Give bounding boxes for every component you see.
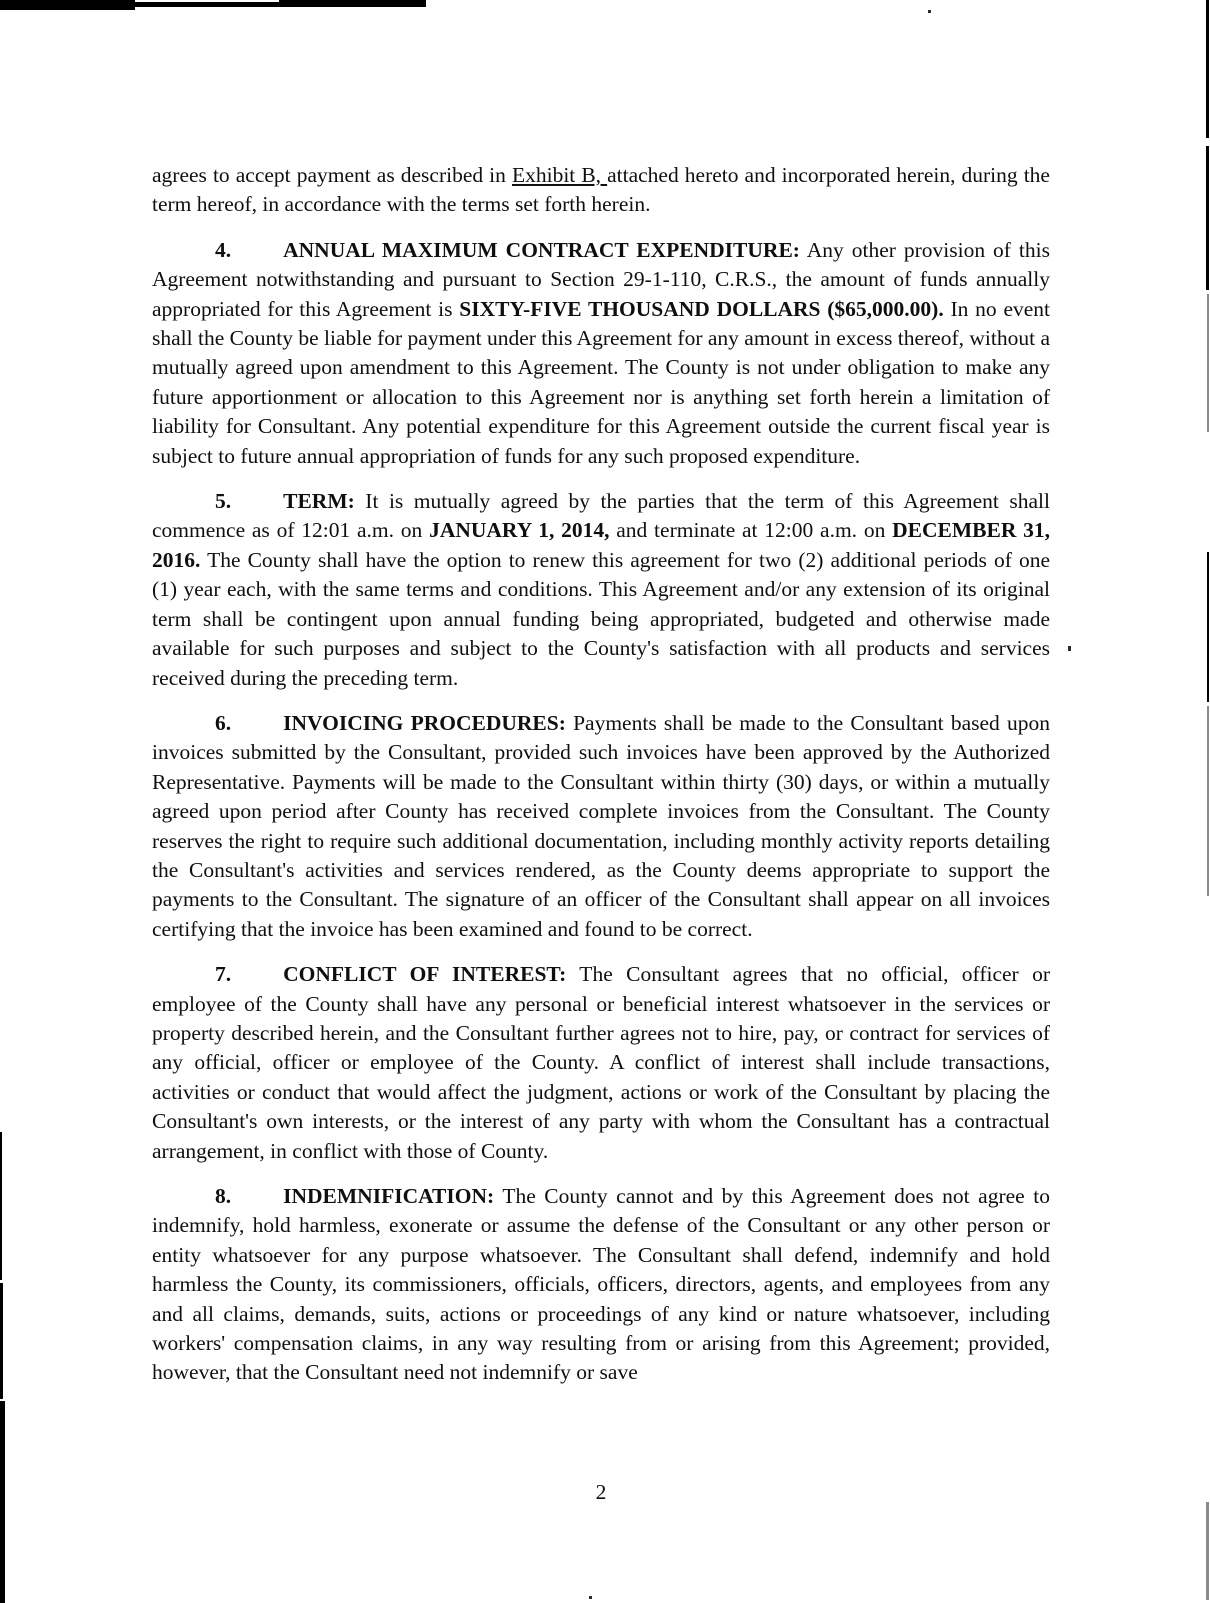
section-number: 7. bbox=[215, 962, 232, 987]
scan-artifact-left-edge-line-3 bbox=[0, 1401, 5, 1603]
text-run: The County cannot and by this Agreement does not agree to indemnify, hold harmless, exonerate or assume the defense of the Consultant or any other person or entity whatsoever for any purpose whatsoever. The Consultant shall defend, indemnify and hold harmless the County, its commissioners, officials, officers, directors, agents, and employees from any and all claims, demands, suits, actions or proceedings of any kind or nature whatsoever, including workers' compensation claims, in any way resulting from or arising from this Agreement; provided, however, that the Consultant need not indemnify or save bbox=[152, 1184, 1050, 1385]
scan-artifact-right-edge-line-1 bbox=[1206, 0, 1209, 138]
section-number: 5. bbox=[215, 489, 232, 514]
scan-artifact-speck-right-margin bbox=[1068, 646, 1071, 651]
text-run: attached hereto and incorporated herein, during the term hereof, in accordance with the terms set forth herein. bbox=[152, 163, 1050, 217]
scan-artifact-top-bar-mid bbox=[135, 2, 279, 7]
scan-artifact-right-edge-line-5 bbox=[1207, 706, 1209, 896]
section-4-annual-maximum-contract-expenditure bbox=[152, 236, 1050, 471]
section-heading: INVOICING PROCEDURES: bbox=[283, 710, 566, 735]
text-run: The County shall have the option to renew this agreement for two (2) additional periods of one (1) year each, with the same terms and conditions. This Agreement and/or any extension of its original term shall be contingent upon annual funding being appropriated, budgeted and otherwise made available for such purposes and subject to the County's satisfaction with all products and services received during the preceding term. bbox=[152, 547, 1050, 690]
text-run: Any other provision of this Agreement notwithstanding and pursuant to Section 29-1-110, C.R.S., the amount of funds annually appropriated for this Agreement is bbox=[152, 237, 1050, 321]
section-heading: TERM: bbox=[283, 489, 355, 514]
section-7-conflict-of-interest bbox=[152, 960, 1050, 1166]
scan-artifact-right-edge-line-3 bbox=[1207, 294, 1209, 432]
bold-amount-text: SIXTY-FIVE THOUSAND DOLLARS ($65,000.00). bbox=[459, 296, 944, 321]
scan-artifact-top-bar-right bbox=[279, 0, 426, 7]
text-run: The Consultant agrees that no official, officer or employee of the County shall have any personal or beneficial interest whatsoever in the services or property described herein, and the Consultant further agrees not to hire, pay, or contract for services of any official, officer or employee of the County. A conflict of interest shall include transactions, activities or conduct that would affect the judgment, actions or work of the Consultant by placing the Consultant's own interests, or the interest of any party with whom the Consultant has a contractual arrangement, in conflict with those of County. bbox=[152, 962, 1050, 1163]
scan-artifact-left-edge-line-1 bbox=[0, 1132, 2, 1280]
section-number: 6. bbox=[215, 710, 232, 735]
section-8-indemnification bbox=[152, 1182, 1050, 1388]
text-run: It is mutually agreed by the parties that the term of this Agreement shall commence as of 12:01 a.m. on bbox=[152, 489, 1050, 543]
exhibit-b-underlined-reference: Exhibit B, bbox=[511, 163, 608, 187]
text-run: Payments shall be made to the Consultant based upon invoices submitted by the Consultant, provided such invoices have been approved by the Authorized Representative. Payments will be made to the Consultant within thirty (30) days, or within a mutually agreed upon period after County has received complete invoices from the Consultant. The County reserves the right to require such additional documentation, including monthly activity reports detailing the Consultant's activities and services rendered, as the County deems appropriate to support the payments to the Consultant. The signature of an officer of the Consultant shall appear on all invoices certifying that the invoice has been examined and found to be correct. bbox=[152, 710, 1050, 941]
section-5-term bbox=[152, 487, 1050, 693]
text-run: In no event shall the County be liable for payment under this Agreement for any amount in excess thereof, without a mutually agreed upon amendment to this Agreement. The County is not under obligation to make any future apportionment or allocation to this Agreement nor is anything set forth herein a limitation of liability for Consultant. Any potential expenditure for this Agreement outside the current fiscal year is subject to future annual appropriation of funds for any such proposed expenditure. bbox=[152, 296, 1051, 468]
section-number: 8. bbox=[215, 1184, 232, 1208]
section-heading: INDEMNIFICATION: bbox=[283, 1184, 495, 1208]
scan-artifact-right-edge-line-6 bbox=[1206, 1502, 1209, 1600]
page-number: 2 bbox=[595, 1480, 607, 1504]
section-6-invoicing-procedures bbox=[152, 709, 1050, 944]
scan-artifact-speck-bottom bbox=[589, 1596, 592, 1599]
section-heading: CONFLICT OF INTEREST: bbox=[283, 962, 567, 987]
bold-end-date: DECEMBER 31, 2016. bbox=[152, 518, 1050, 572]
bold-start-date: JANUARY 1, 2014, bbox=[429, 518, 610, 543]
section-number: 4. bbox=[215, 237, 232, 262]
paragraph-continuation bbox=[152, 161, 1050, 220]
section-heading: ANNUAL MAXIMUM CONTRACT EXPENDITURE: bbox=[283, 237, 800, 262]
scan-artifact-right-edge-line-4 bbox=[1207, 552, 1209, 702]
scan-artifact-left-edge-line-2 bbox=[0, 1283, 3, 1399]
contract-text-block bbox=[152, 161, 1050, 1404]
scan-artifact-right-edge-line-2 bbox=[1206, 146, 1209, 290]
scan-artifact-speck-top bbox=[928, 10, 931, 13]
text-run: agrees to accept payment as described in bbox=[152, 163, 512, 187]
text-run: and terminate at 12:00 a.m. on bbox=[609, 518, 893, 543]
scan-artifact-top-bar-left bbox=[0, 0, 135, 10]
